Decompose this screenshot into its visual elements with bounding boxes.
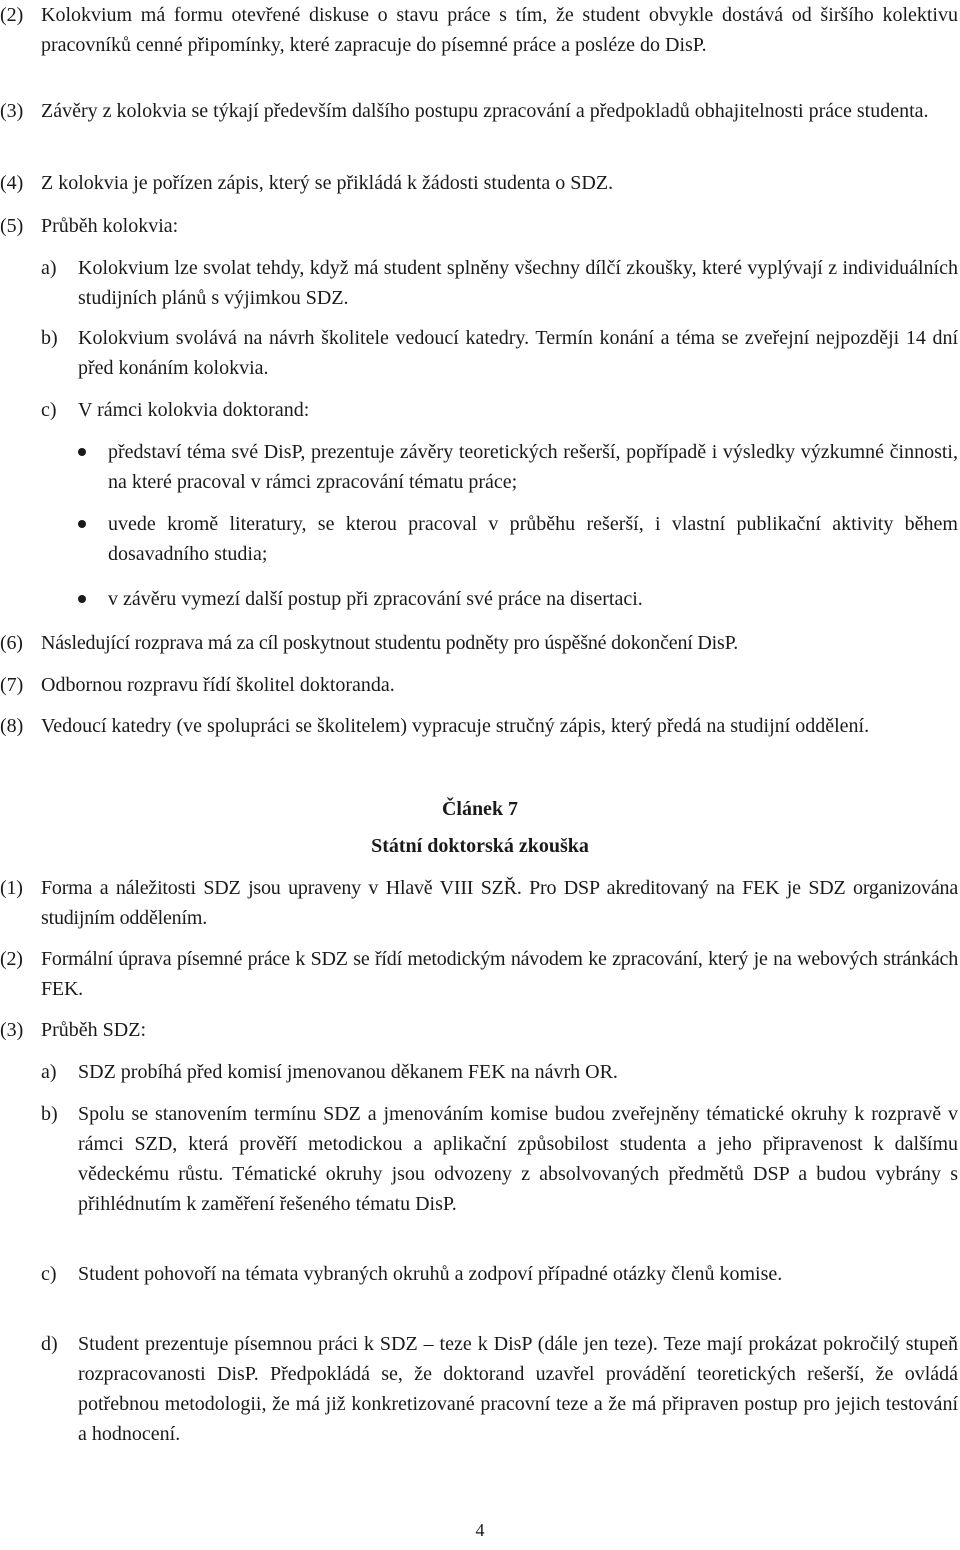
- item-text: Student pohovoří na témata vybraných okruhů a zodpoví případné otázky členů komise.: [78, 1263, 783, 1285]
- bullet-icon: [78, 520, 86, 528]
- bullet-text: představí téma své DisP, prezentuje závěry teoretických rešerší, popřípadě i výsledky výzkumné činnosti, na které pracoval v rámci zpracování tématu práce;: [108, 441, 958, 493]
- paragraph-text: Kolokvium má formu otevřené diskuse o stavu práce s tím, že student obvykle dostává od širšího kolektivu pracovníků cenné připomínky, které zapracuje do písemné práce a posléze do DisP.: [41, 4, 958, 56]
- item-text: Kolokvium lze svolat tehdy, když má student splněny všechny dílčí zkoušky, které vyplývají z individuálních studijních plánů s výjimkou SDZ.: [78, 257, 958, 309]
- item-letter: a): [41, 257, 57, 279]
- paragraph-text: Vedoucí katedry (ve spolupráci se školitelem) vypracuje stručný zápis, který předá na studijní oddělení.: [41, 715, 870, 737]
- item-text: Student prezentuje písemnou práci k SDZ – teze k DisP (dále jen teze). Teze mají prokázat pokročilý stupeň rozpracovanosti DisP. Předpokládá se, že doktorand uzavřel provádění teoretických rešerší, že ovládá potřebnou metodologii, že má již konkretizované pracovní teze a že má připraven postup pro jejich testování a hodnocení.: [78, 1333, 958, 1445]
- paragraph-number: (5): [0, 215, 24, 237]
- kolokvium-item-b: [41, 323, 958, 383]
- bullet-text: v závěru vymezí další postup při zpracování své práce na disertaci.: [108, 588, 643, 610]
- paragraph-text: Formální úprava písemné práce k SDZ se řídí metodickým návodem ke zpracování, který je na webových stránkách FEK.: [41, 948, 958, 1000]
- paragraph-text: Forma a náležitosti SDZ jsou upraveny v Hlavě VIII SZŘ. Pro DSP akreditovaný na FEK je SDZ organizována studijním oddělením.: [41, 877, 958, 929]
- sdz-item-c: [41, 1259, 958, 1289]
- item-text: Kolokvium svolává na návrh školitele vedoucí katedry. Termín konání a téma se zveřejní nejpozději 14 dní před konáním kolokvia.: [78, 327, 958, 379]
- paragraph-number: (6): [0, 632, 23, 654]
- item-letter: a): [41, 1061, 57, 1083]
- paragraph-text: Průběh SDZ:: [41, 1019, 146, 1041]
- bullet-item: [78, 437, 958, 497]
- paragraph-text: Závěry z kolokvia se týkají především dalšího postupu zpracování a předpokladů obhajitelnosti práce studenta.: [41, 100, 929, 122]
- item-text: Spolu se stanovením termínu SDZ a jmenováním komise budou zveřejněny tématické okruhy k rozpravě v rámci SZD, která prověří metodickou a aplikační způsobilost studenta a jeho připravenost k dalšímu vědeckému růstu. Tématické okruhy jsou odvozeny z absolvovaných předmětů DSP a budou vybrány s přihlédnutím k zaměření řešeného tématu DisP.: [78, 1103, 958, 1215]
- article7-paragraph-2: [0, 944, 958, 1004]
- item-text: SDZ probíhá před komisí jmenovanou děkanem FEK na návrh OR.: [78, 1061, 618, 1083]
- paragraph-number: (3): [0, 100, 24, 122]
- paragraph-text: Průběh kolokvia:: [41, 215, 179, 237]
- article7-paragraph-1: [0, 873, 958, 933]
- paragraph-2: [0, 0, 958, 60]
- paragraph-3: [0, 96, 958, 126]
- page-number: 4: [475, 1520, 485, 1540]
- paragraph-4: [0, 168, 958, 198]
- paragraph-5: [0, 211, 958, 241]
- paragraph-number: (3): [0, 1019, 24, 1041]
- sdz-item-b: [41, 1099, 958, 1219]
- paragraph-number: (2): [0, 4, 24, 26]
- article7-paragraph-3: [0, 1015, 958, 1045]
- kolokvium-item-c: [41, 395, 958, 425]
- bullet-icon: [78, 595, 86, 603]
- bullet-item: [78, 584, 958, 614]
- paragraph-text: Odbornou rozpravu řídí školitel doktoranda.: [41, 674, 395, 696]
- sdz-item-d: [41, 1329, 958, 1449]
- item-letter: b): [41, 327, 58, 349]
- bullet-icon: [78, 448, 86, 456]
- item-letter: c): [41, 399, 57, 421]
- paragraph-text: Z kolokvia je pořízen zápis, který se přikládá k žádosti studenta o SDZ.: [41, 172, 614, 194]
- paragraph-6: [0, 628, 958, 658]
- paragraph-text: Následující rozprava má za cíl poskytnout studentu podněty pro úspěšné dokončení DisP.: [41, 632, 739, 654]
- paragraph-number: (1): [0, 877, 23, 899]
- item-text: V rámci kolokvia doktorand:: [78, 399, 310, 421]
- paragraph-number: (4): [0, 172, 24, 194]
- paragraph-number: (7): [0, 674, 24, 696]
- article-subheading: Státní doktorská zkouška: [371, 835, 589, 857]
- paragraph-number: (2): [0, 948, 23, 970]
- item-letter: d): [41, 1333, 58, 1355]
- paragraph-number: (8): [0, 715, 24, 737]
- article-heading: Článek 7: [441, 798, 519, 820]
- paragraph-8: [0, 711, 958, 741]
- item-letter: b): [41, 1103, 58, 1125]
- paragraph-7: [0, 670, 958, 700]
- bullet-text: uvede kromě literatury, se kterou pracoval v průběhu rešerší, i vlastní publikační aktivity během dosavadního studia;: [108, 513, 958, 565]
- sdz-item-a: [41, 1057, 958, 1087]
- item-letter: c): [41, 1263, 57, 1285]
- kolokvium-item-a: [41, 253, 958, 313]
- bullet-item: [78, 509, 958, 569]
